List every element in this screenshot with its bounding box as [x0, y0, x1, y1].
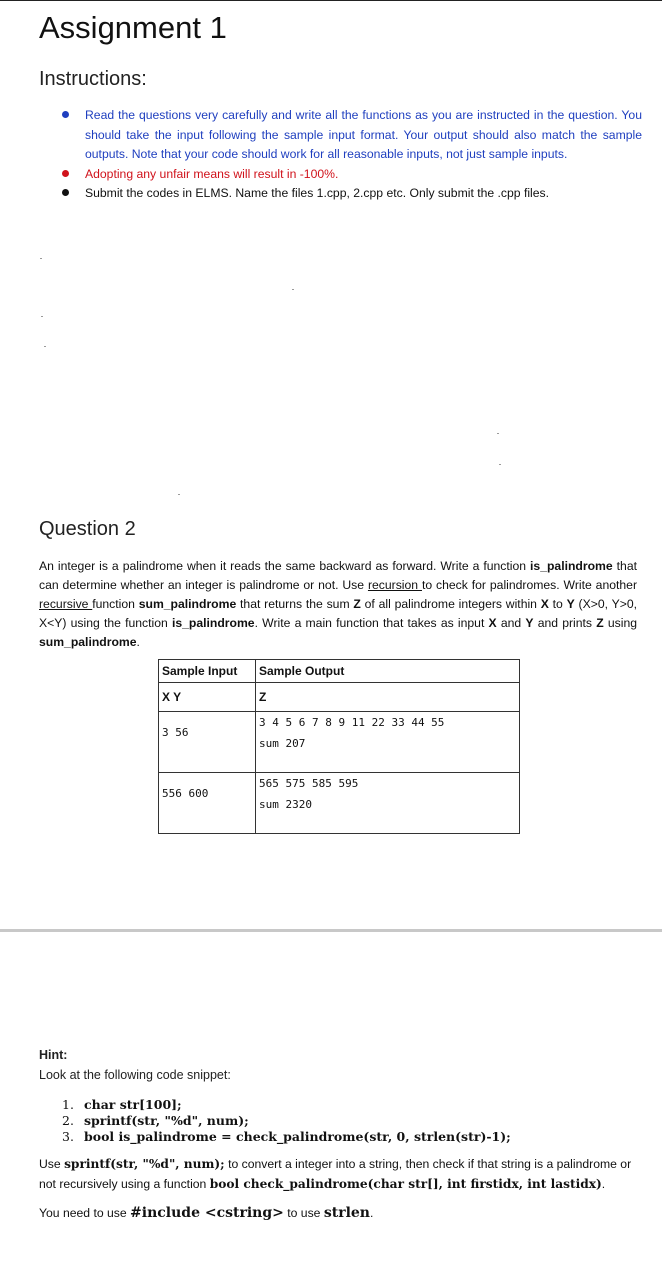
underlined-term: recursive: [39, 597, 93, 611]
bullet-dot-icon: [62, 189, 69, 196]
subheader-output-format: Z: [256, 683, 520, 712]
question-text: function: [92, 597, 139, 611]
question-text: to check for palindromes. Write another: [421, 578, 638, 592]
question-text: to: [548, 597, 567, 611]
table-row: [159, 773, 520, 834]
hint-text: to convert a integer into a string, then check if that string is a palindrome or not recursively using a function: [39, 1157, 632, 1191]
scan-speck: [497, 433, 499, 434]
code-line: [62, 1113, 511, 1129]
sample-io-table: [158, 659, 520, 834]
question-text: An integer is a palindrome when it reads the same backward as forward. Write a function: [39, 559, 531, 573]
question-text: using: [603, 616, 637, 630]
variable-name: Z: [596, 616, 604, 630]
question-text: and: [496, 616, 526, 630]
page-top-border: [0, 0, 662, 1]
function-name: sum_palindrome: [39, 635, 137, 649]
hint-intro: Look at the following code snippet:: [39, 1068, 231, 1082]
question-text: that can determine whether an integer is palindrome or not. Use: [39, 559, 638, 592]
instructions-heading: Instructions:: [39, 68, 147, 90]
variable-name: Y: [566, 597, 575, 611]
instruction-bullet-1: [62, 106, 642, 165]
question-text: .: [136, 635, 140, 649]
inline-code: #include <cstring>: [130, 1205, 284, 1221]
hint-text: .: [601, 1176, 606, 1191]
instruction-text: Adopting any unfair means will result in -100%.: [85, 166, 339, 181]
sample-output-cell: [256, 712, 520, 773]
hint-text: to use: [283, 1206, 324, 1220]
table-header-row: [159, 660, 520, 683]
table-row: [159, 712, 520, 773]
page-divider: [0, 929, 662, 932]
code-text: bool is_palindrome = check_palindrome(str, 0, strlen(str)-1);: [84, 1129, 511, 1144]
function-name: is_palindrome: [171, 616, 255, 630]
inline-code: bool check_palindrome(char str[], int firstidx, int lastidx): [209, 1176, 602, 1191]
question-text: of all palindrome integers within: [360, 597, 541, 611]
function-name: sum_palindrome: [138, 597, 237, 611]
hint-usage-paragraph: [39, 1155, 639, 1194]
instruction-text: Read the questions very carefully and write all the functions as you are instructed in the question. You should take the input following the sample input format. Your output should also match the sample outputs. Note that your code should work for all reasonable inputs, not just sample inputs.: [85, 108, 642, 161]
code-line: [62, 1097, 511, 1113]
sample-output-cell: [256, 773, 520, 834]
output-line: 3 4 5 6 7 8 9 11 22 33 44 55: [259, 716, 445, 729]
output-line: 565 575 585 595: [259, 777, 359, 790]
bullet-dot-icon: [62, 111, 69, 118]
line-number: 1.: [62, 1097, 74, 1112]
question-description: [39, 557, 637, 652]
hint-text: You need to use: [39, 1206, 131, 1220]
header-sample-output: Sample Output: [256, 660, 520, 683]
hint-heading: Hint:: [39, 1048, 68, 1062]
code-text: char str[100];: [84, 1097, 182, 1112]
question-text: (X>0, Y>0, X<Y) using the function: [39, 597, 637, 630]
line-number: 3.: [62, 1129, 74, 1144]
bullet-dot-icon: [62, 170, 69, 177]
variable-name: Z: [353, 597, 361, 611]
header-sample-input: Sample Input: [159, 660, 256, 683]
question-heading: Question 2: [39, 518, 136, 540]
sample-input-cell: 3 56: [159, 712, 256, 773]
page-title: Assignment 1: [39, 10, 227, 45]
scan-speck: [41, 316, 43, 317]
code-line: [62, 1129, 511, 1145]
scan-speck: [499, 464, 501, 465]
scan-speck: [40, 258, 42, 259]
hint-text: Use: [39, 1157, 65, 1171]
scan-speck: [44, 346, 46, 347]
instruction-text: Submit the codes in ELMS. Name the files 1.cpp, 2.cpp etc. Only submit the .cpp files.: [85, 186, 550, 200]
underlined-term: recursion: [367, 578, 422, 592]
sample-input-cell: 556 600: [159, 773, 256, 834]
instruction-bullet-2: [62, 165, 642, 185]
code-text: sprintf(str, "%d", num);: [84, 1113, 249, 1128]
inline-code: sprintf(str, "%d", num);: [64, 1157, 225, 1171]
hint-text: .: [370, 1206, 374, 1220]
question-text: . Write a main function that takes as input: [254, 616, 489, 630]
subheader-input-format: X Y: [159, 683, 256, 712]
output-line: sum 2320: [259, 798, 312, 811]
inline-code: strlen: [323, 1205, 370, 1221]
variable-name: Y: [525, 616, 534, 630]
output-line: sum 207: [259, 737, 306, 750]
line-number: 2.: [62, 1113, 74, 1128]
question-text: and prints: [533, 616, 597, 630]
scan-speck: [178, 494, 180, 495]
instruction-bullet-3: [62, 184, 642, 204]
function-name: is_palindrome: [530, 559, 613, 573]
scan-speck: [292, 289, 294, 290]
variable-name: X: [540, 597, 549, 611]
code-snippet: [62, 1097, 511, 1145]
instructions-list: [62, 106, 642, 204]
table-subheader-row: [159, 683, 520, 712]
variable-name: X: [488, 616, 497, 630]
hint-include-paragraph: [39, 1203, 639, 1223]
question-text: that returns the sum: [236, 597, 354, 611]
